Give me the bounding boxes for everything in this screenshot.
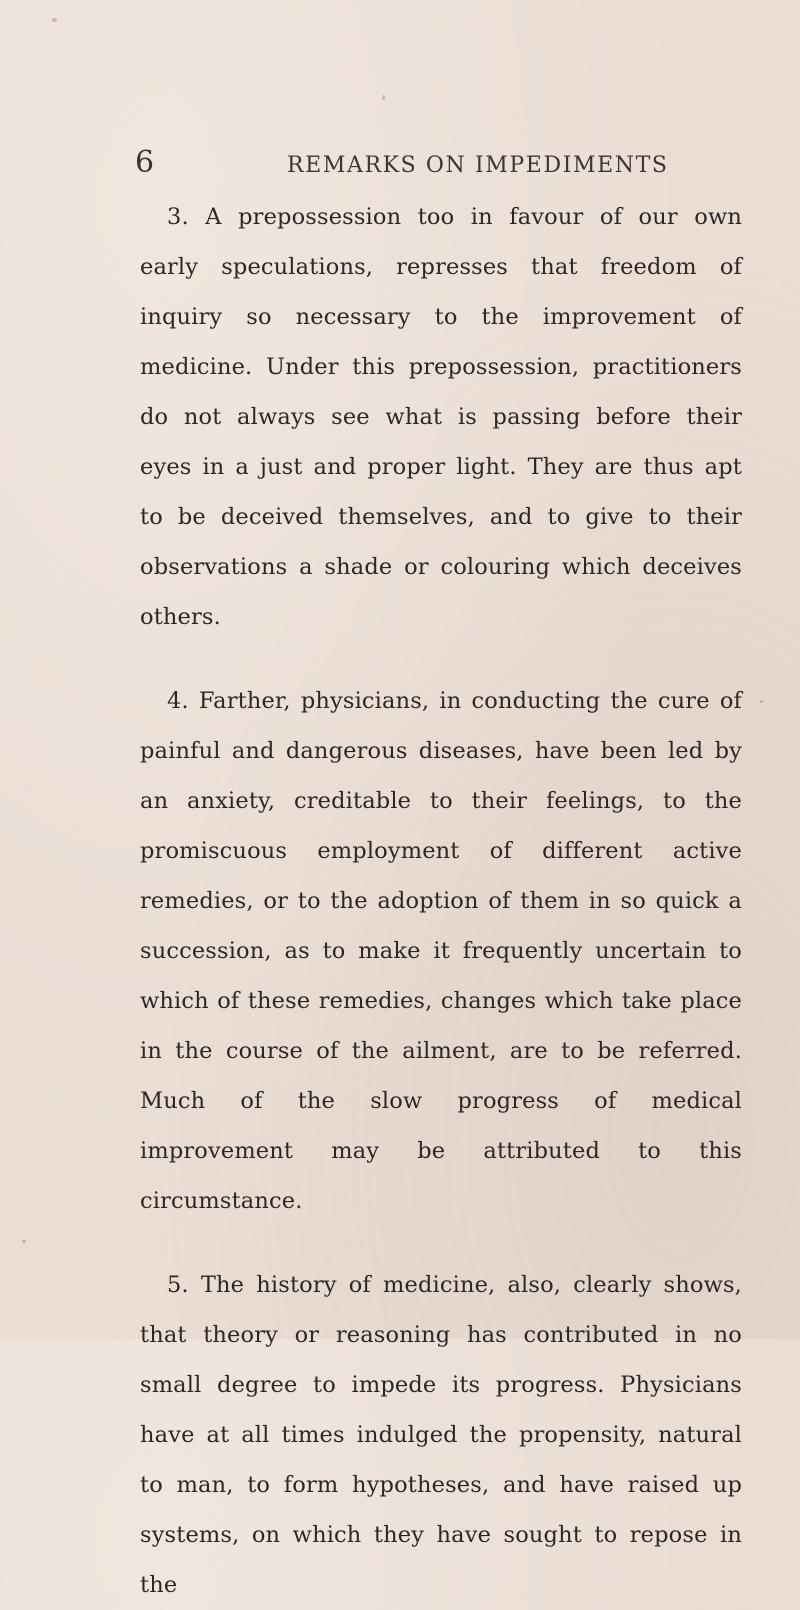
paragraph-3: 3. A prepossession too in favour of our own early speculations, represses that freedom of inquiry so necessary to the improvement of medicine. Under this prepossession, practitioners do not always see what is passing before their eyes in a just and proper light. They are thus apt to be deceived themselves, and to give to their observations a shade or colouring which deceives others. [140, 204, 742, 630]
running-header [135, 145, 745, 188]
paper-speck [22, 1240, 26, 1243]
paragraph-5: 5. The history of medicine, also, clearly shows, that theory or reasoning has contributed in no small degree to impede its progress. Physicians have at all times indulged the propensity, natural to man, to form hypotheses, and have raised up systems, on which they have sought to repose in the [140, 1272, 742, 1598]
body-text [140, 192, 742, 1610]
paper-speck [52, 18, 57, 22]
paper-speck [382, 95, 385, 100]
page-number: 6 [135, 145, 155, 180]
paragraph-4: 4. Farther, physicians, in conducting the cure of painful and dangerous diseases, have been led by an anxiety, creditable to their feelings, to the promiscuous employment of different active remedies, or to the adoption of them in so quick a succession, as to make it frequently uncertain to which of these remedies, changes which take place in the course of the ailment, are to be referred. Much of the slow progress of medical improvement may be attributed to this circumstance. [140, 688, 742, 1214]
running-title: REMARKS ON IMPEDIMENTS [287, 153, 669, 178]
paper-speck [760, 700, 763, 703]
